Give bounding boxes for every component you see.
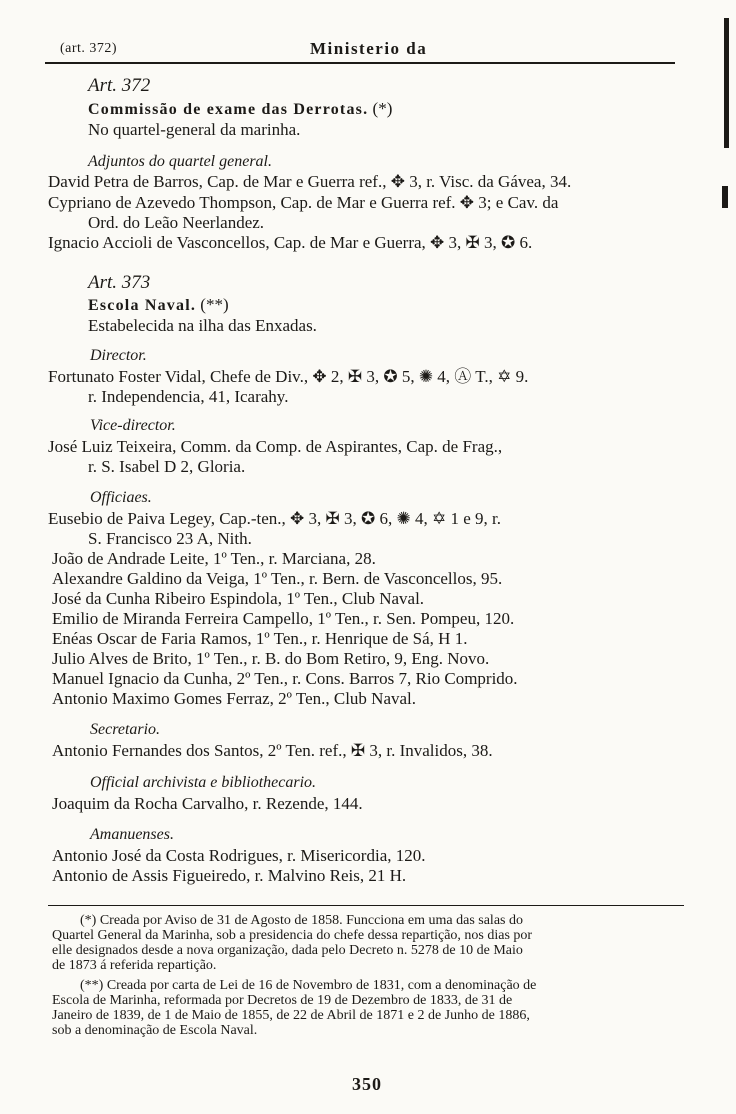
article-title — [88, 295, 229, 316]
footnote-marker: (**) — [196, 295, 229, 314]
page-edge-mark-small — [722, 186, 728, 208]
footnote-line: (*) Creada por Aviso de 31 de Agosto de 1858. Funcciona em uma das salas do — [80, 913, 523, 928]
section-heading: Adjuntos do quartel general. — [88, 153, 272, 170]
page-header — [60, 38, 672, 60]
footnote-marker: (*) — [368, 99, 393, 118]
footnote-line: Janeiro de 1839, de 1 de Maio de 1855, de 22 de Abril de 1871 e 2 de Junho de 1886, — [52, 1008, 530, 1023]
entry-line: r. Independencia, 41, Icarahy. — [88, 387, 289, 406]
article-reference: (art. 372) — [60, 41, 118, 56]
page-number: 350 — [352, 1074, 382, 1094]
footnote-line: elle designados desde a nova organização, dada pelo Decreto n. 5278 de 10 de Maio — [52, 943, 523, 958]
section-heading: Secretario. — [90, 721, 161, 738]
footnote-rule — [48, 905, 684, 906]
entry-line: r. S. Isabel D 2, Gloria. — [88, 457, 246, 476]
entry-line: Alexandre Galdino da Veiga, 1º Ten., r. Bern. de Vasconcellos, 95. — [52, 569, 503, 588]
article-title-text: Escola Naval. — [88, 297, 197, 314]
section-heading: Official archivista e bibliothecario. — [90, 774, 317, 791]
section-heading: Amanuenses. — [90, 826, 174, 843]
entry-line: Joaquim da Rocha Carvalho, r. Rezende, 144. — [52, 794, 363, 813]
entry-line: José Luiz Teixeira, Comm. da Comp. de Aspirantes, Cap. de Frag., — [48, 437, 503, 456]
running-head: Ministerio da — [310, 39, 428, 58]
entry-line: Emilio de Miranda Ferreira Campello, 1º Ten., r. Sen. Pompeu, 120. — [52, 609, 515, 628]
article-location: No quartel-general da marinha. — [88, 120, 301, 139]
article-number: Art. 373 — [88, 272, 151, 293]
entry-line: Ignacio Accioli de Vasconcellos, Cap. de Mar e Guerra, ✥ 3, ✠ 3, ✪ 6. — [48, 233, 533, 252]
entry-line: Antonio Maximo Gomes Ferraz, 2º Ten., Club Naval. — [52, 689, 417, 708]
section-heading: Director. — [90, 347, 147, 364]
header-rule — [45, 62, 675, 64]
section-heading: Vice-director. — [90, 417, 176, 434]
article-title-text: Commissão de exame das Derrotas. — [88, 101, 369, 118]
page-edge-mark — [724, 18, 729, 148]
footnote-line: sob a denominação de Escola Naval. — [52, 1023, 258, 1038]
section-heading: Officiaes. — [90, 489, 152, 506]
entry-line: David Petra de Barros, Cap. de Mar e Guerra ref., ✥ 3, r. Visc. da Gávea, 34. — [48, 172, 572, 191]
entry-line: Ord. do Leão Neerlandez. — [88, 213, 265, 232]
entry-line: Eusebio de Paiva Legey, Cap.-ten., ✥ 3, ✠ 3, ✪ 6, ✺ 4, ✡ 1 e 9, r. — [48, 509, 502, 528]
entry-line: Cypriano de Azevedo Thompson, Cap. de Mar e Guerra ref. ✥ 3; e Cav. da — [48, 193, 559, 212]
entry-line: Antonio de Assis Figueiredo, r. Malvino Reis, 21 H. — [52, 866, 407, 885]
entry-line: Manuel Ignacio da Cunha, 2º Ten., r. Cons. Barros 7, Rio Comprido. — [52, 669, 518, 688]
entry-line: Antonio Fernandes dos Santos, 2º Ten. ref., ✠ 3, r. Invalidos, 38. — [52, 741, 493, 760]
entry-line: Fortunato Foster Vidal, Chefe de Div., ✥ 2, ✠ 3, ✪ 5, ✺ 4, Ⓐ T., ✡ 9. — [48, 367, 529, 386]
footnote-line: Escola de Marinha, reformada por Decretos de 19 de Dezembro de 1833, de 31 de — [52, 993, 513, 1008]
article-location: Estabelecida na ilha das Enxadas. — [88, 316, 317, 335]
entry-line: Julio Alves de Brito, 1º Ten., r. B. do Bom Retiro, 9, Eng. Novo. — [52, 649, 490, 668]
footnote-line: (**) Creada por carta de Lei de 16 de Novembro de 1831, com a denominação de — [80, 978, 537, 993]
footnote-line: de 1873 á referida repartição. — [52, 958, 217, 973]
article-title — [88, 99, 392, 120]
entry-line: Enéas Oscar de Faria Ramos, 1º Ten., r. Henrique de Sá, H 1. — [52, 629, 468, 648]
entry-line: Antonio José da Costa Rodrigues, r. Misericordia, 120. — [52, 846, 426, 865]
entry-line: José da Cunha Ribeiro Espindola, 1º Ten., Club Naval. — [52, 589, 425, 608]
entry-line: João de Andrade Leite, 1º Ten., r. Marciana, 28. — [52, 549, 376, 568]
footnote-line: Quartel General da Marinha, sob a presidencia do chefe dessa repartição, nos dias por — [52, 928, 533, 943]
entry-line: S. Francisco 23 A, Nith. — [88, 529, 252, 548]
article-number: Art. 372 — [88, 75, 151, 96]
